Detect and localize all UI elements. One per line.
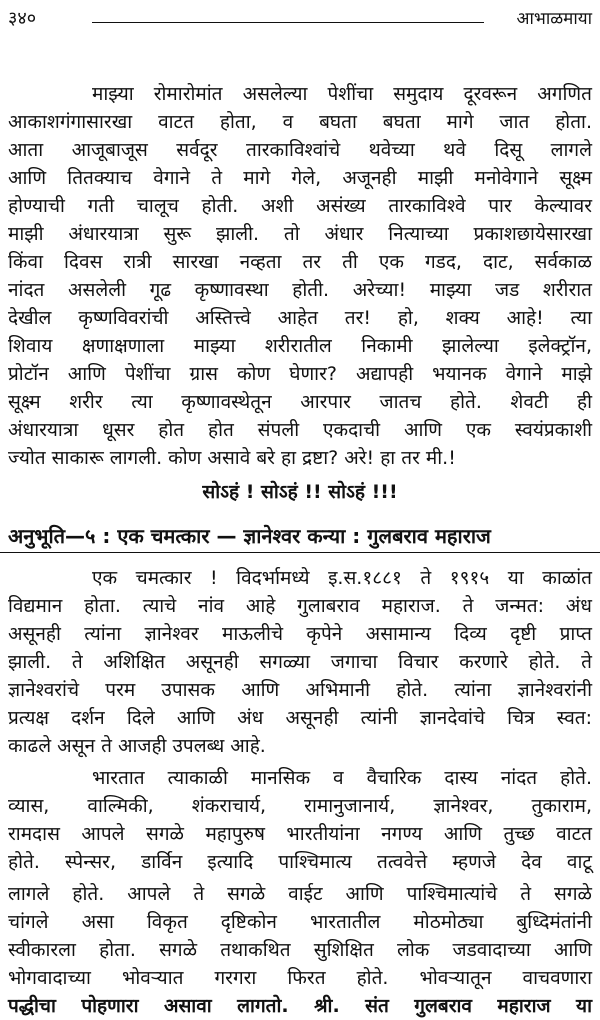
- soham-chant: सोऽहं ! सोऽहं !! सोऽहं !!!: [202, 481, 398, 503]
- para1-line: प्रोटॉन आणि पेशींचा ग्रास कोण घेणार? अद्यापही भयानक वेगाने माझे: [8, 363, 592, 385]
- para3-line: पद्धीचा पोहणारा असावा लागतो. श्री. संत गुलबराव महाराज या: [8, 995, 592, 1017]
- header-rule: [92, 22, 484, 23]
- running-title: आभाळमाया: [516, 9, 592, 29]
- para2-line: झाली. ते अशिक्षित असूनही सगळ्या जगाचा विचार करणारे होते. ते: [8, 651, 592, 673]
- para1-line: आकाशगंगासारखा वाटत होता, व बघता बघता मागे जात होता.: [8, 111, 592, 133]
- para2-line: काढले असून ते आजही उपलब्ध आहे.: [8, 735, 266, 757]
- para3-line: भोगवादाच्या भोवऱ्यात गरगरा फिरत होते. भोवऱ्यातून वाचवणारा: [8, 967, 592, 989]
- para1-line: देखील कृष्णविवरांची अस्तित्त्वे आहेत तर! हो, शक्य आहे! त्या: [8, 307, 592, 329]
- section-rule: [0, 552, 600, 553]
- para1-line: माझ्या रोमारोमांत असलेल्या पेशींचा समुदाय दूरवरून अगणित: [92, 83, 592, 105]
- page-number: ३४०: [8, 8, 37, 29]
- para1-line: नांदत असलेली गूढ कृष्णावस्था होती. अरेच्या! माझ्या जड शरीरात: [8, 279, 592, 301]
- para1-line: माझी अंधारयात्रा सुरू झाली. तो अंधार नित्याच्या प्रकाशछायेसारखा: [8, 223, 592, 245]
- para2-line: प्रत्यक्ष दर्शन दिले आणि अंध असूनही त्यांनी ज्ञानदेवांचे चित्र स्वत:: [8, 707, 592, 729]
- para3-line: लागले होते. आपले ते सगळे वाईट आणि पाश्चिमात्यांचे ते सगळे: [8, 883, 592, 905]
- para2-line: विद्यमान होता. त्याचे नांव आहे गुलाबराव महाराज. ते जन्मत: अंध: [8, 595, 592, 617]
- para2-line: एक चमत्कार ! विदर्भामध्ये इ.स.१८८१ ते १९१५ या काळांत: [92, 567, 592, 589]
- para3-line: भारतात त्याकाळी मानसिक व वैचारिक दास्य नांदत होते.: [92, 767, 592, 789]
- para1-line: आणि तितक्याच वेगाने ते मागे गेले, अजूनही माझी मनोवेगाने सूक्ष्म: [8, 167, 592, 189]
- para1-line: होण्याची गती चालूच होती. अशी असंख्य तारकाविश्वे पार केल्यावर: [8, 195, 592, 217]
- para3-line: व्यास, वाल्मिकी, शंकराचार्य, रामानुजानार्य, ज्ञानेश्वर, तुकाराम,: [8, 795, 592, 817]
- para1-line: किंवा दिवस रात्री सारखा नव्हता तर ती एक गडद, दाट, सर्वकाळ: [8, 251, 592, 273]
- para3-line: रामदास आपले सगळे महापुरुष भारतीयांना नगण्य आणि तुच्छ वाटत: [8, 823, 592, 845]
- para1-line: सूक्ष्म शरीर त्या कृष्णावस्थेतून आरपार जातच होते. शेवटी ही: [8, 391, 592, 413]
- para3-line: स्वीकारला होता. सगळे तथाकथित सुशिक्षित लोक जडवादाच्या आणि: [8, 939, 592, 961]
- page-header: [0, 0, 600, 30]
- para3-line: होते. स्पेन्सर, डार्विन इत्यादि पाश्चिमात्य तत्ववेत्ते म्हणजे देव वाटू: [8, 851, 592, 873]
- para1-line: आता आजूबाजूस सर्वदूर तारकाविश्वांचे थवेच्या थवे दिसू लागले: [8, 139, 592, 161]
- section-heading: अनुभूति—५ : एक चमत्कार — ज्ञानेश्वर कन्या : गुलबराव महाराज: [8, 524, 491, 548]
- para3-line: चांगले असा विकृत दृष्टिकोन भारतातील मोठमोठ्या बुध्दिमंतांनी: [8, 911, 592, 933]
- para1-line: अंधारयात्रा धूसर होत होत संपली एकदाची आणि एक स्वयंप्रकाशी: [8, 419, 592, 441]
- para1-line: शिवाय क्षणाक्षणाला माझ्या शरीरातील निकामी झालेल्या इलेक्ट्रॉन,: [8, 335, 592, 357]
- para1-line: ज्योत साकारू लागली. कोण असावे बरे हा द्रष्टा? अरे! हा तर मी.!: [8, 447, 456, 469]
- para2-line: असूनही त्यांना ज्ञानेश्वर माऊलीचे कृपेने असामान्य दिव्य दृष्टी प्राप्त: [8, 623, 592, 645]
- para2-line: ज्ञानेश्वरांचे परम उपासक आणि अभिमानी होते. त्यांना ज्ञानेश्वरांनी: [8, 679, 592, 701]
